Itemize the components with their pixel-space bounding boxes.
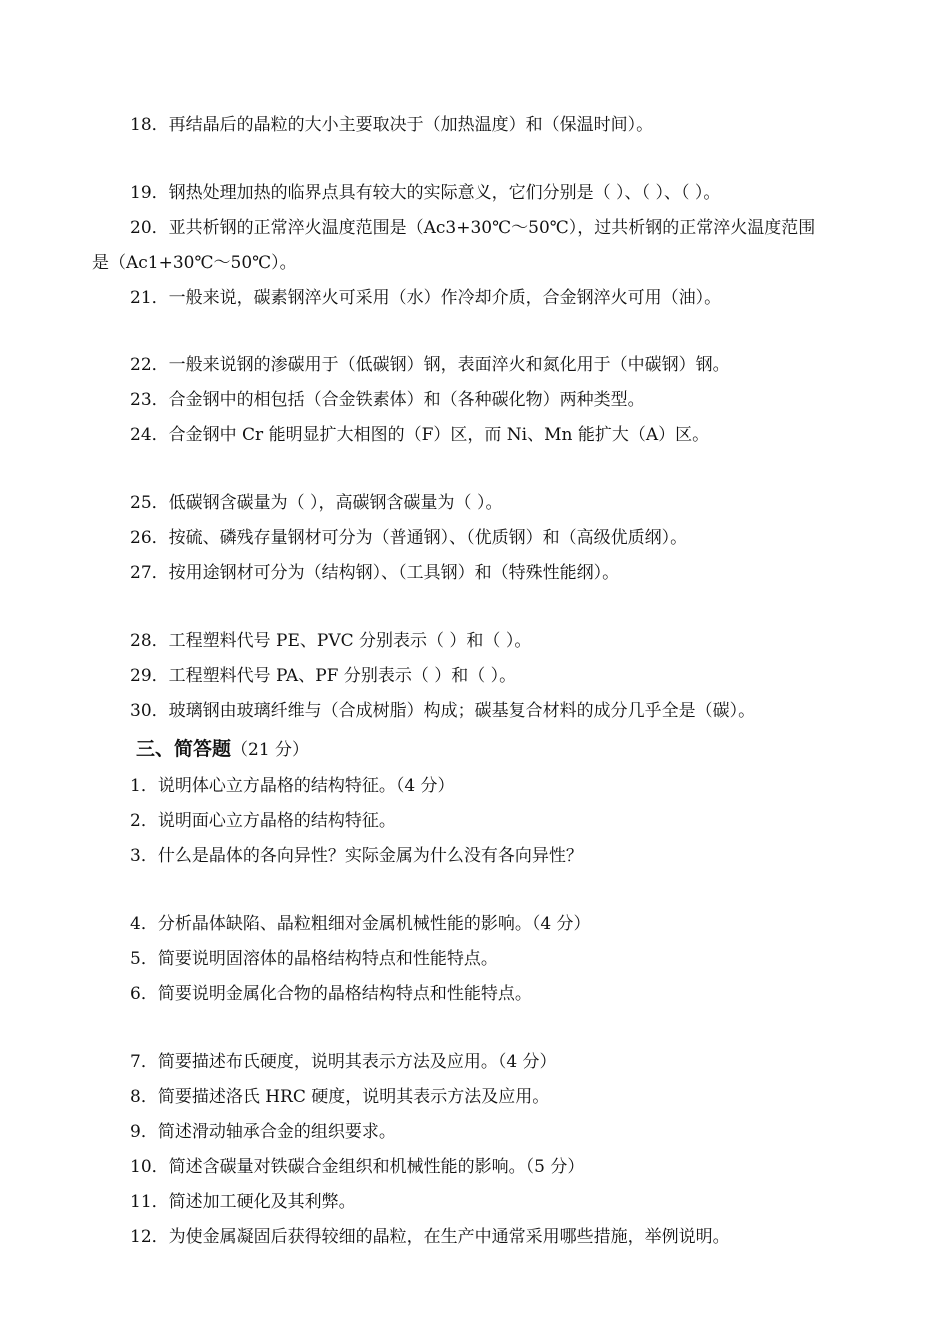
question-23: 23．合金钢中的相包括（合金铁素体）和（各种碳化物）两种类型。 — [130, 390, 645, 410]
short-question-6: 6．简要说明金属化合物的晶格结构特点和性能特点。 — [130, 984, 532, 1004]
short-question-8: 8．简要描述洛氏 HRC 硬度，说明其表示方法及应用。 — [130, 1087, 550, 1107]
short-question-10: 10．简述含碳量对铁碳合金组织和机械性能的影响。（5 分） — [130, 1157, 585, 1177]
short-question-2: 2．说明面心立方晶格的结构特征。 — [130, 811, 396, 831]
question-19: 19．钢热处理加热的临界点具有较大的实际意义，它们分别是（ ）、（ ）、（ ）。 — [130, 183, 721, 203]
short-question-7: 7．简要描述布氏硬度，说明其表示方法及应用。（4 分） — [130, 1052, 557, 1072]
section-title: 三、简答题 — [136, 738, 232, 760]
question-20: 20．亚共析钢的正常淬火温度范围是（Ac3+30℃～50℃），过共析钢的正常淬火温度范围 — [130, 218, 816, 238]
question-20-continuation: 是（Ac1+30℃～50℃）。 — [92, 253, 297, 273]
section-points: （21 分） — [231, 740, 310, 760]
question-24: 24．合金钢中 Cr 能明显扩大相图的（F）区，而 Ni、Mn 能扩大（A）区。 — [130, 425, 710, 445]
question-27: 27．按用途钢材可分为（结构钢）、（工具钢）和（特殊性能纲）。 — [130, 563, 620, 583]
question-21: 21．一般来说，碳素钢淬火可采用（水）作冷却介质，合金钢淬火可用（油）。 — [130, 288, 722, 308]
short-question-9: 9．简述滑动轴承合金的组织要求。 — [130, 1122, 396, 1142]
question-22: 22．一般来说钢的渗碳用于（低碳钢）钢，表面淬火和氮化用于（中碳钢）钢。 — [130, 355, 730, 375]
question-30: 30．玻璃钢由玻璃纤维与（合成树脂）构成；碳基复合材料的成分几乎全是（碳）。 — [130, 701, 756, 721]
question-18: 18．再结晶后的晶粒的大小主要取决于（加热温度）和（保温时间）。 — [130, 115, 654, 135]
question-28: 28．工程塑料代号 PE、PVC 分别表示（ ）和（ ）。 — [130, 631, 532, 651]
question-25: 25．低碳钢含碳量为（ ），高碳钢含碳量为（ ）。 — [130, 493, 503, 513]
short-question-3: 3．什么是晶体的各向异性？实际金属为什么没有各向异性？ — [130, 846, 583, 866]
short-question-11: 11．简述加工硬化及其利弊。 — [130, 1192, 356, 1212]
question-29: 29．工程塑料代号 PA、PF 分别表示（ ）和（ ）。 — [130, 666, 517, 686]
short-question-5: 5．简要说明固溶体的晶格结构特点和性能特点。 — [130, 949, 498, 969]
short-question-4: 4．分析晶体缺陷、晶粒粗细对金属机械性能的影响。（4 分） — [130, 914, 591, 934]
short-question-12: 12．为使金属凝固后获得较细的晶粒，在生产中通常采用哪些措施，举例说明。 — [130, 1227, 730, 1247]
section-heading — [136, 736, 309, 763]
short-question-1: 1．说明体心立方晶格的结构特征。（4 分） — [130, 776, 455, 796]
question-26: 26．按硫、磷残存量钢材可分为（普通钢）、（优质钢）和（高级优质纲）。 — [130, 528, 688, 548]
